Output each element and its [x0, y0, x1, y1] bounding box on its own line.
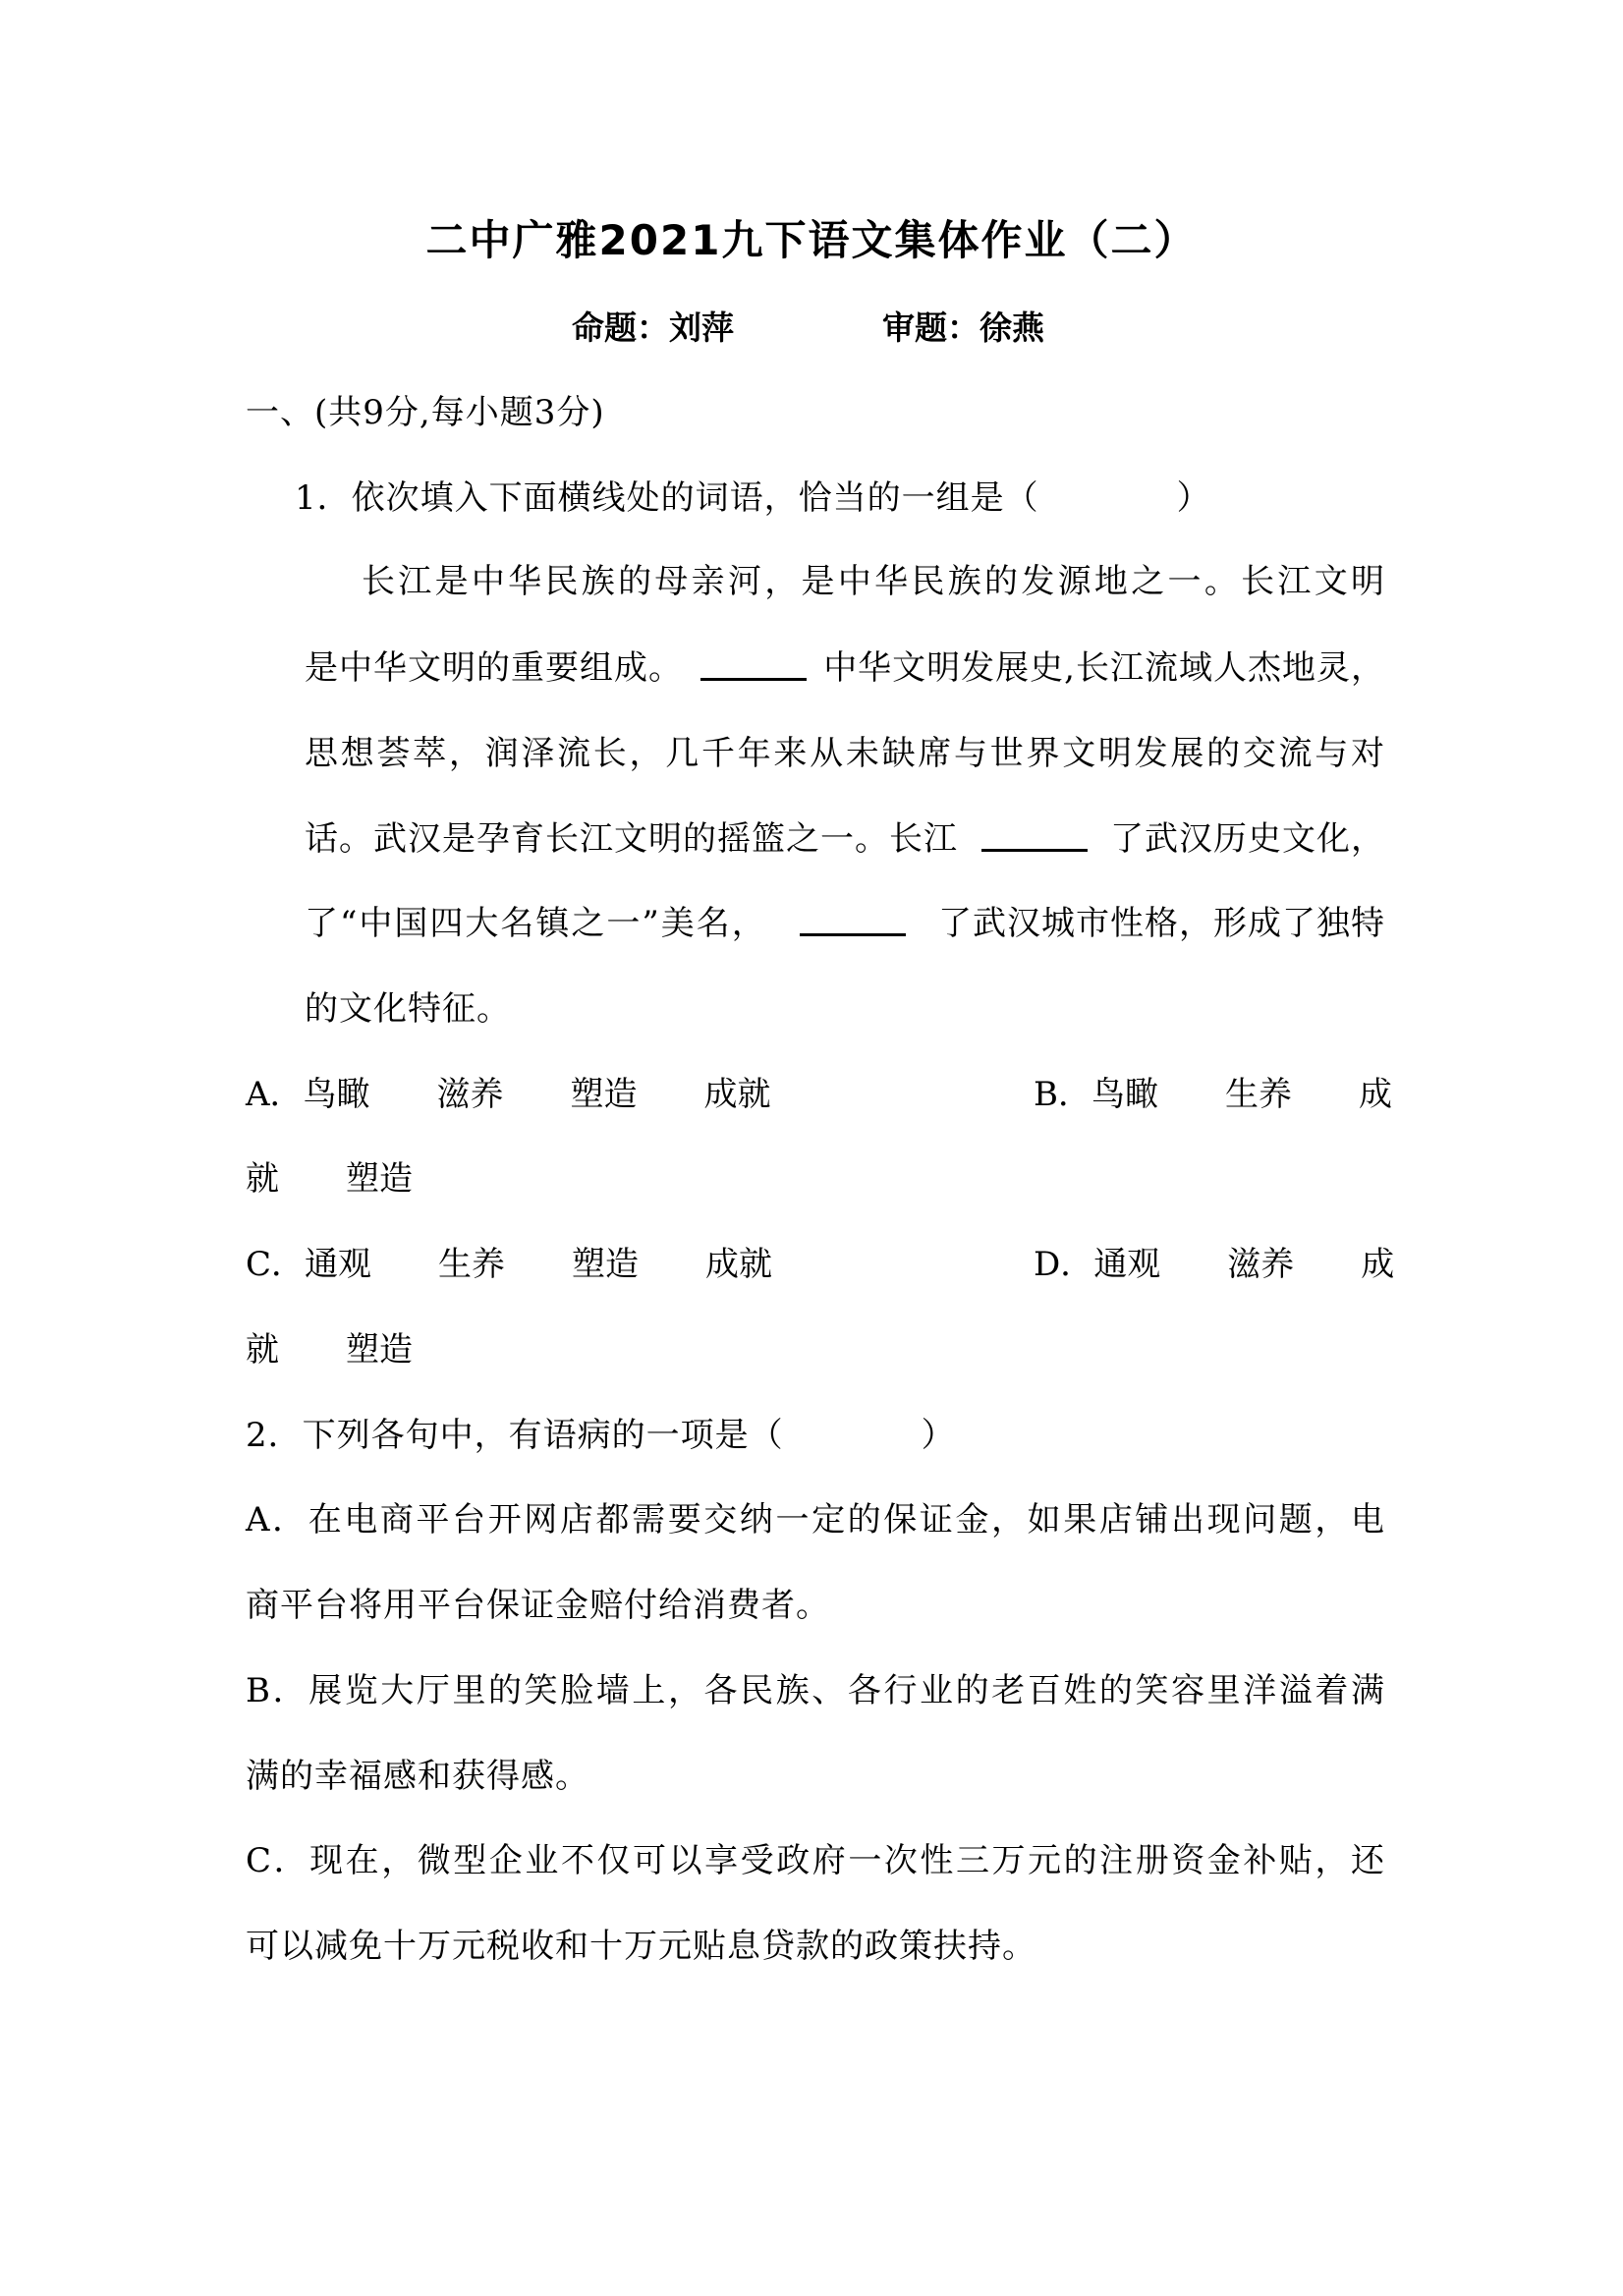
reviewer-line: 审题：徐燕	[882, 308, 1044, 347]
passage-line-4	[305, 819, 1385, 859]
option-c: C．通观 生养 塑造 成就	[246, 1245, 773, 1284]
q2-option-c-line-2: 可以减免十万元税收和十万元贴息贷款的政策扶持。	[246, 1927, 1036, 1966]
question-1-stem: 1．依次填入下面横线处的词语，恰当的一组是（ ）	[295, 478, 1211, 518]
fill-blank	[981, 819, 1088, 852]
passage-text: 中华文明发展史,长江流域人杰地灵，	[823, 648, 1385, 688]
author-line: 命题：刘萍	[572, 308, 734, 347]
q2-option-b-line-1: B．展览大厅里的笑脸墙上，各民族、各行业的老百姓的笑容里洋溢着满	[246, 1671, 1385, 1710]
passage-text: 了武汉城市性格，形成了独特	[937, 904, 1385, 943]
passage-line-3: 思想荟萃，润泽流长，几千年来从未缺席与世界文明发展的交流与对	[305, 734, 1385, 773]
passage-text: 了“中国四大名镇之一”美名，	[305, 904, 767, 943]
page-title: 二中广雅2021九下语文集体作业（二）	[425, 216, 1198, 264]
passage-text: 话。武汉是孕育长江文明的摇篮之一。长江	[305, 819, 958, 859]
q2-option-a-line-2: 商平台将用平台保证金赔付给消费者。	[246, 1586, 830, 1625]
section-heading: 一、(共9分,每小题3分)	[246, 393, 605, 432]
option-a: A．鸟瞰 滋养 塑造 成就	[246, 1075, 771, 1114]
q2-option-c-line-1: C．现在，微型企业不仅可以享受政府一次性三万元的注册资金补贴，还	[246, 1841, 1385, 1880]
passage-line-1: 长江是中华民族的母亲河，是中华民族的发源地之一。长江文明	[362, 562, 1385, 601]
fill-blank	[700, 648, 807, 681]
passage-line-2	[305, 648, 1385, 688]
fill-blank	[800, 904, 906, 936]
option-b-continued: 就 塑造	[246, 1159, 413, 1199]
passage-line-5	[305, 904, 1385, 943]
q2-option-a-line-1: A．在电商平台开网店都需要交纳一定的保证金，如果店铺出现问题，电	[246, 1500, 1385, 1540]
passage-text: 了武汉历史文化，	[1110, 819, 1385, 859]
passage-line-6: 的文化特征。	[305, 989, 511, 1029]
option-b: B．鸟瞰 生养 成	[1034, 1075, 1392, 1114]
passage-text: 是中华文明的重要组成。	[305, 648, 683, 688]
question-2-stem: 2．下列各句中，有语病的一项是（ ）	[246, 1416, 956, 1455]
q2-option-b-line-2: 满的幸福感和获得感。	[246, 1757, 589, 1796]
option-d: D．通观 滋养 成	[1034, 1245, 1395, 1284]
option-d-continued: 就 塑造	[246, 1330, 413, 1370]
